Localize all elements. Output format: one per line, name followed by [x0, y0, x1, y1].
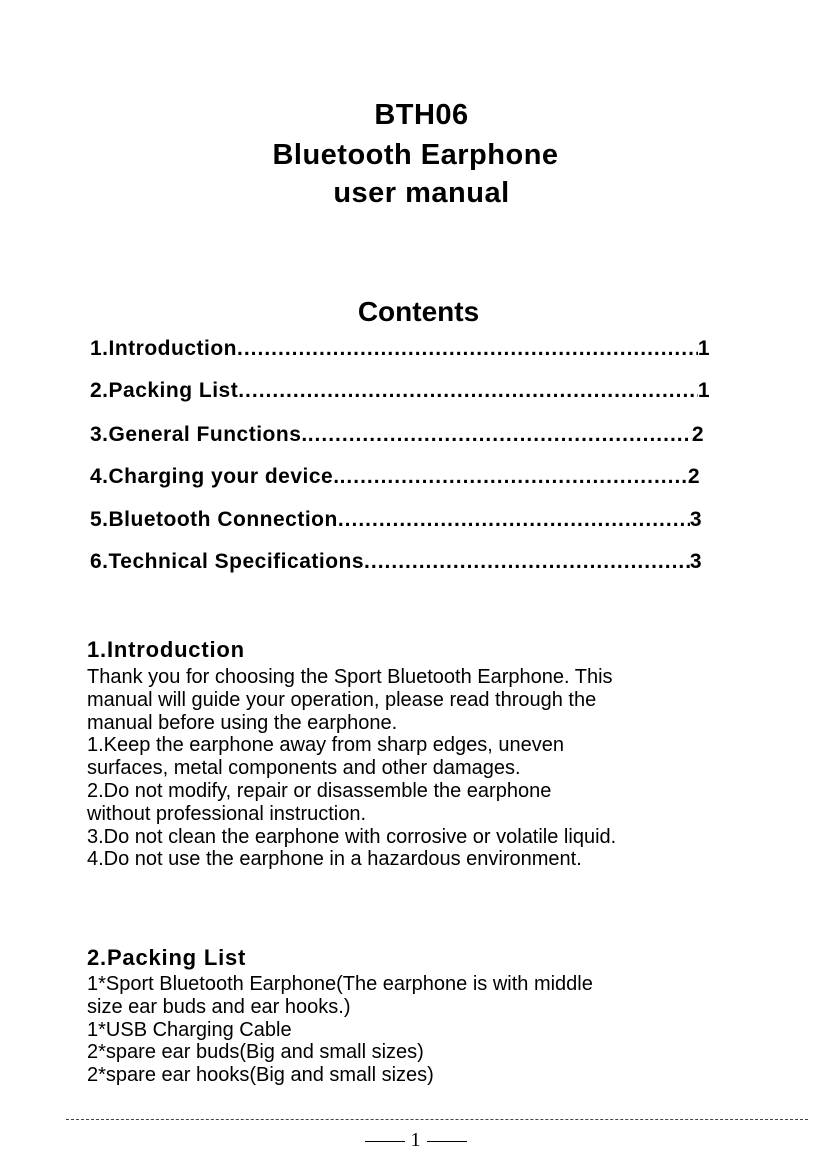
toc-entry-introduction[interactable] [90, 337, 710, 361]
packing-list-item: 2*spare ear hooks(Big and small sizes) [87, 1064, 434, 1087]
toc-leader-dots [238, 379, 698, 403]
toc-leader-dots [237, 337, 698, 361]
toc-entry-page: 3 [689, 550, 702, 573]
toc-entry-page: 3 [689, 508, 702, 531]
introduction-line: manual will guide your operation, please read through the [87, 688, 597, 711]
toc-entry-charging[interactable] [90, 465, 700, 489]
packing-list-item: size ear buds and ear hooks.) [87, 995, 351, 1018]
toc-entry-packing-list[interactable] [90, 379, 710, 403]
packing-list-item: 1*Sport Bluetooth Earphone(The earphone is with middle [87, 973, 593, 995]
toc-entry-page: 1 [697, 379, 710, 402]
introduction-body [87, 666, 807, 871]
toc-entry-page: 1 [697, 337, 710, 360]
toc-entry-label: 5.Bluetooth Connection [90, 508, 338, 531]
introduction-line: 1.Keep the earphone away from sharp edges, uneven [87, 734, 564, 757]
toc-entry-label: 6.Technical Specifications [90, 550, 365, 573]
toc-entry-technical-specifications[interactable] [90, 550, 702, 574]
toc-entry-bluetooth-connection[interactable] [90, 508, 702, 532]
introduction-heading: 1.Introduction [87, 637, 245, 662]
page-number-value: 1 [410, 1129, 421, 1151]
toc-leader-dots [340, 465, 688, 489]
introduction-line: manual before using the earphone. [87, 711, 398, 734]
packing-list-item: 2*spare ear buds(Big and small sizes) [87, 1041, 424, 1064]
introduction-line: without professional instruction. [87, 802, 367, 825]
packing-list-body [87, 973, 807, 1087]
introduction-line: 4.Do not use the earphone in a hazardous environment. [87, 848, 582, 871]
toc-entry-general-functions[interactable] [90, 423, 704, 447]
toc-leader-dots [338, 508, 690, 532]
toc-entry-page: 2 [687, 465, 700, 488]
introduction-line: surfaces, metal components and other damages. [87, 757, 521, 780]
page-number-dash-left [365, 1141, 405, 1142]
contents-heading: Contents [357, 296, 480, 327]
toc-entry-label: 2.Packing List [90, 379, 239, 402]
footer-dashed-rule [66, 1119, 808, 1120]
product-title: Bluetooth Earphone [272, 139, 559, 171]
toc-entry-label: 1.Introduction [90, 337, 237, 360]
packing-list-heading: 2.Packing List [87, 945, 247, 970]
introduction-line: 3.Do not clean the earphone with corrosive or volatile liquid. [87, 825, 617, 848]
toc-leader-dots [364, 550, 690, 574]
document-title: user manual [333, 177, 510, 209]
page-number [0, 1128, 831, 1152]
introduction-line: 2.Do not modify, repair or disassemble the earphone [87, 779, 552, 802]
packing-list-item: 1*USB Charging Cable [87, 1018, 292, 1041]
introduction-line: Thank you for choosing the Sport Bluetooth Earphone. This [87, 666, 613, 688]
toc-leader-dots [308, 423, 692, 447]
toc-entry-page: 2 [691, 423, 704, 446]
page-number-dash-right [427, 1141, 467, 1142]
toc-entry-label: 4.Charging your device. [90, 465, 340, 488]
model-title: BTH06 [374, 99, 469, 131]
toc-entry-label: 3.General Functions. [90, 423, 308, 446]
